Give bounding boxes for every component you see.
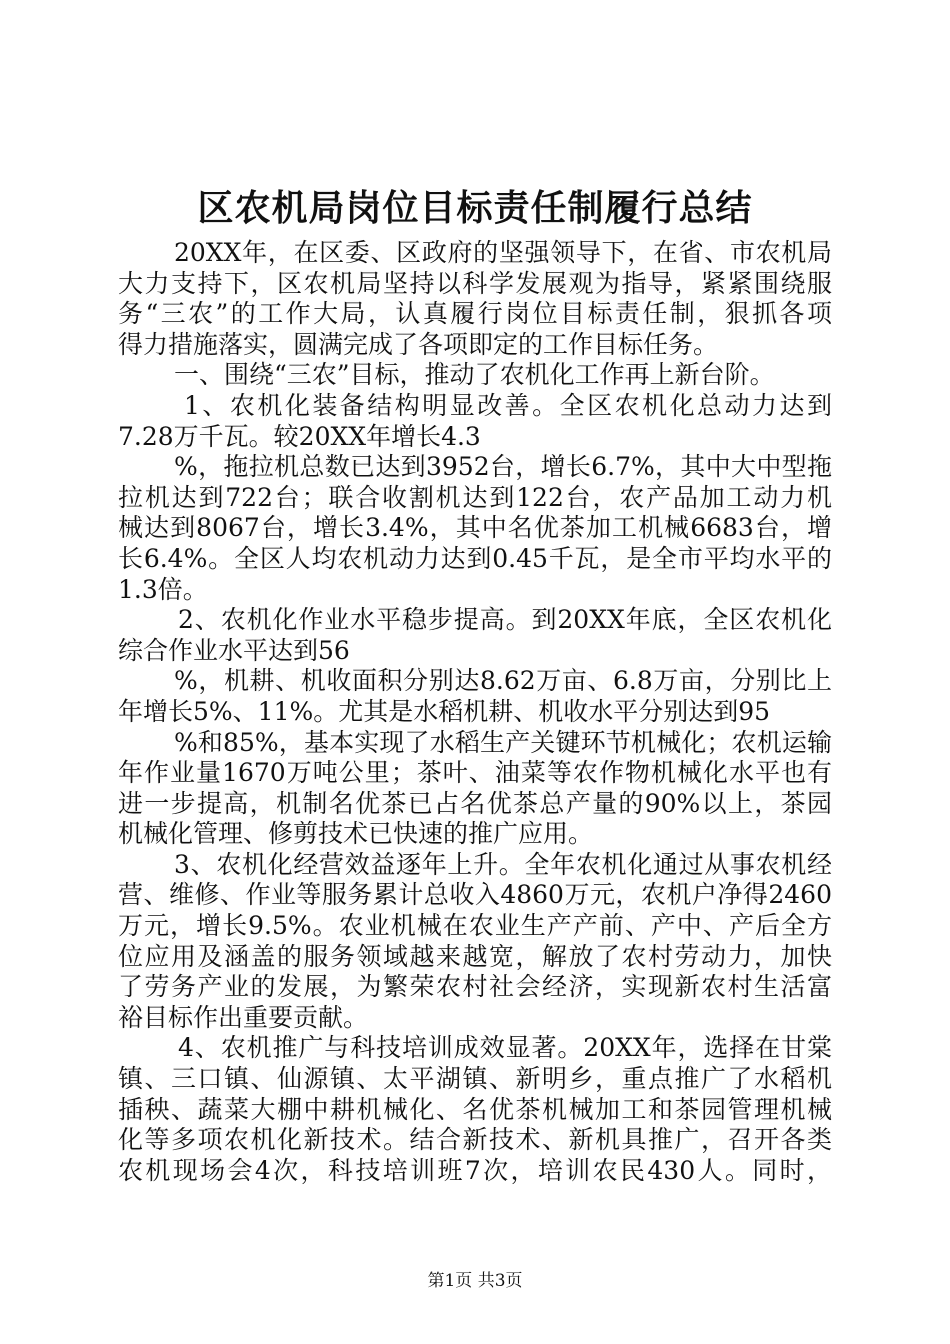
text-line: 得力措施落实，圆满完成了各项即定的工作目标任务。 [118,329,719,359]
text-line: 拉机达到722台；联合收割机达到122台，农产品加工动力机 [118,482,832,512]
text-line: 大力支持下，区农机局坚持以科学发展观为指导，紧紧围绕服 [118,268,832,298]
document-body [118,238,832,1186]
page-number-label: 第1页 共3页 [427,1271,523,1291]
text-line: 年作业量1670万吨公里；茶叶、油菜等农作物机械化水平也有 [118,758,832,788]
text-line: 营、维修、作业等服务累计总收入4860万元，农机户净得2460 [118,880,832,910]
text-line: %，机耕、机收面积分别达8.62万亩、6.8万亩，分别比上 [174,666,832,696]
text-line: 了劳务产业的发展，为繁荣农村社会经济，实现新农村生活富 [118,972,832,1002]
section-heading: 一、围绕“三农”目标，推动了农机化工作再上新台阶。 [174,360,775,390]
text-line: 1、农机化装备结构明显改善。全区农机化总动力达到 [184,390,832,420]
text-line: 综合作业水平达到56 [118,635,350,665]
text-line: 农机现场会4次，科技培训班7次，培训农民430人。同时， [118,1155,832,1185]
text-line: 7.28万千瓦。较20XX年增长4.3 [118,421,481,451]
text-line: 万元，增长9.5%。农业机械在农业生产产前、产中、产后全方 [118,911,832,941]
text-line: 务“三农”的工作大局，认真履行岗位目标责任制，狠抓各项 [118,299,832,329]
text-line: 4、农机推广与科技培训成效显著。20XX年，选择在甘棠 [178,1033,832,1063]
text-line: 20XX年，在区委、区政府的坚强领导下，在省、市农机局 [174,238,832,267]
text-line: 插秧、蔬菜大棚中耕机械化、名优茶机械加工和茶园管理机械 [118,1094,832,1124]
text-line: 年增长5%、11%。尤其是水稻机耕、机收水平分别达到95 [118,696,771,726]
text-line: 1.3倍。 [118,574,208,604]
text-line: 进一步提高，机制名优茶已占名优茶总产量的90%以上，茶园 [118,788,832,818]
text-line: 械达到8067台，增长3.4%，其中名优茶加工机械6683台，增 [118,513,832,543]
text-line: 2、农机化作业水平稳步提高。到20XX年底，全区农机化 [178,605,832,635]
text-line: 镇、三口镇、仙源镇、太平湖镇、新明乡，重点推广了水稻机 [118,1064,832,1094]
text-line: 裕目标作出重要贡献。 [118,1002,369,1032]
document-title: 区农机局岗位目标责任制履行总结 [197,187,753,229]
text-line: 3、农机化经营效益逐年上升。全年农机化通过从事农机经 [174,849,832,879]
page-footer [0,1271,950,1291]
text-line: 位应用及涵盖的服务领域越来越宽，解放了农村劳动力，加快 [118,941,832,971]
text-line: %和85%，基本实现了水稻生产关键环节机械化；农机运输 [174,727,832,757]
text-line: 长6.4%。全区人均农机动力达到0.45千瓦，是全市平均水平的 [118,543,832,573]
text-line: 化等多项农机化新技术。结合新技术、新机具推广，召开各类 [118,1125,832,1155]
text-line: 机械化管理、修剪技术已快速的推广应用。 [118,819,594,849]
text-line: %，拖拉机总数已达到3952台，增长6.7%，其中大中型拖 [174,452,832,482]
